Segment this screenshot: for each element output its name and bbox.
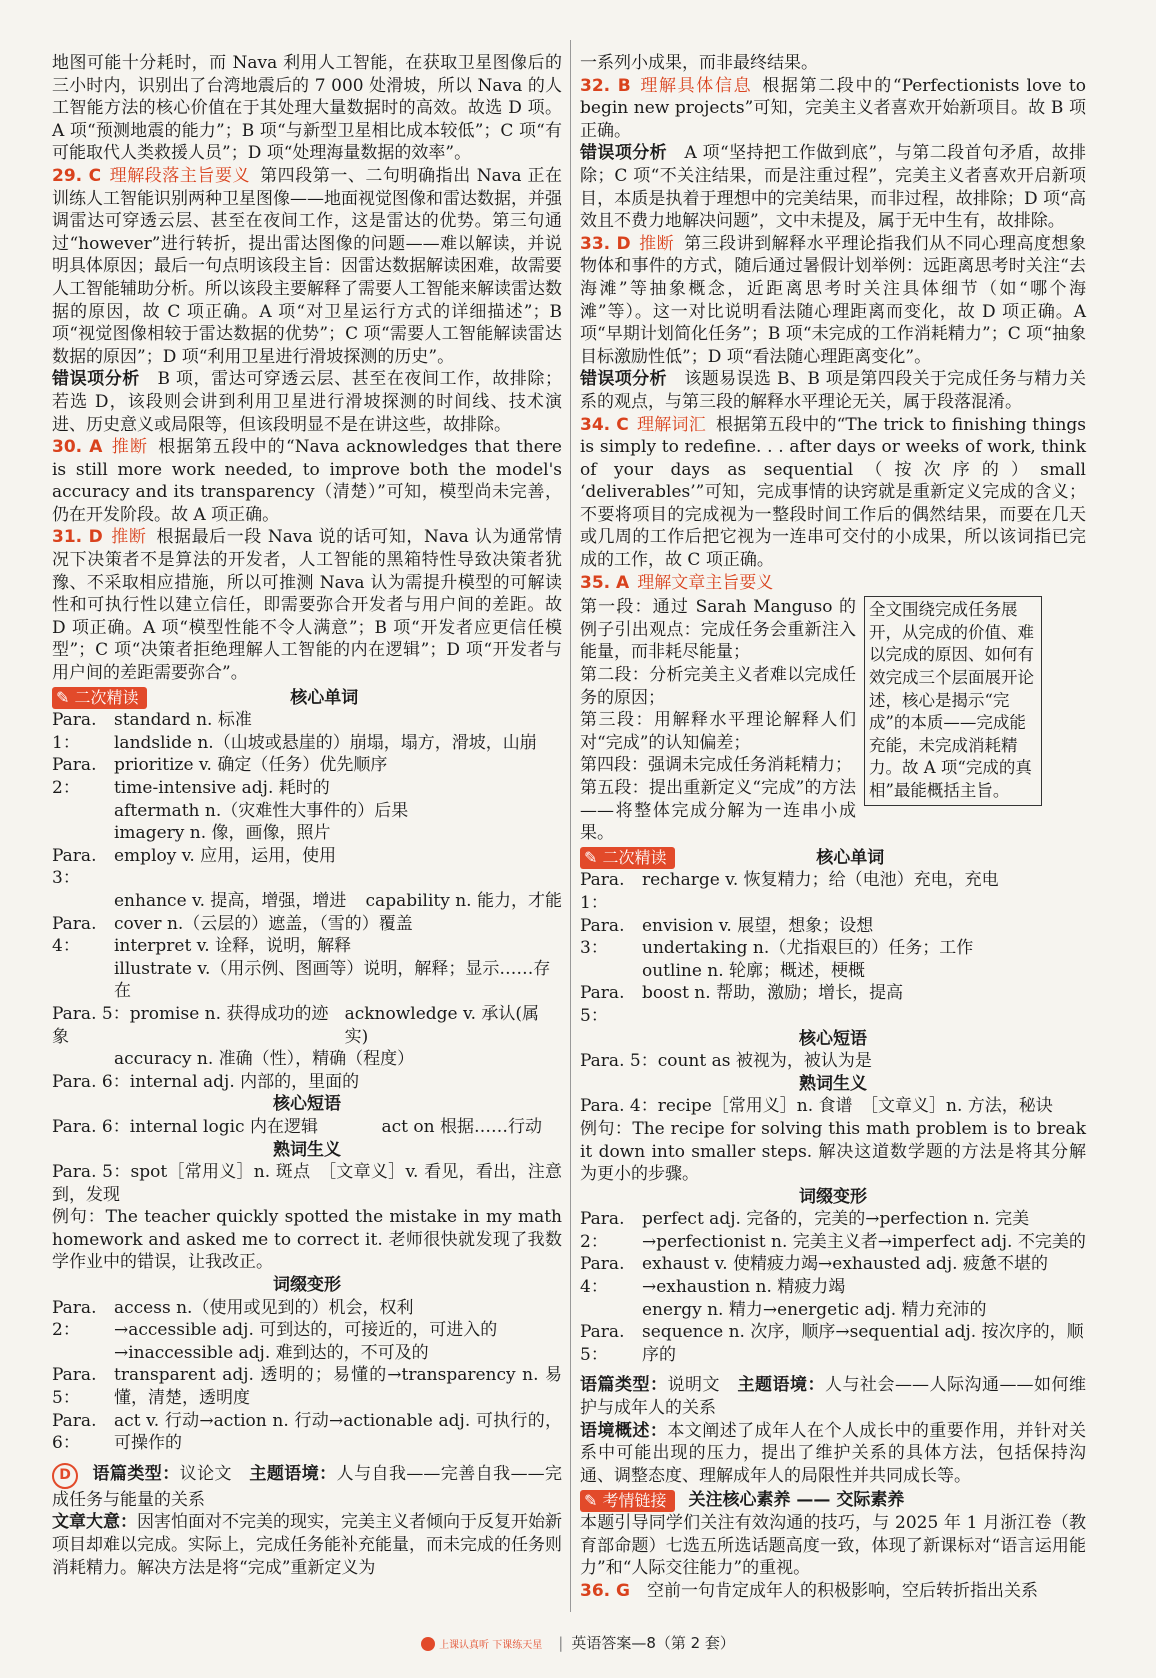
passage-d-type: D 语篇类型：议论文 主题语境：人与自我——完善自我——完成任务与能量的关系 bbox=[52, 1463, 563, 1510]
right-section-header bbox=[580, 847, 1086, 870]
recipe-example: 例句：The recipe for solving this math problem is to break it down into smaller steps. 解决这道数学题的方法是将其分解为更小的步骤。 bbox=[580, 1118, 1086, 1185]
question-32-error-analysis: 错误项分析 A 项“坚持把工作做到底”，与第二段首句矛盾，故排除；C 项“不关注结果，而是注重过程”，完美主义者喜欢开启新项目，本质是执着于理想中的完美结果，而非过程，故排除；D 项“高效且不费力地解决问题”，文中未提及，属于无中生有，故排除。 bbox=[580, 143, 1087, 232]
vocab-para3: Para. 3： envision v. 展望，想象；设想 undertaking n.（尤指艰巨的）任务；工作 outline n. 轮廓；概述，梗概 bbox=[580, 915, 974, 981]
familiar-word-title: 熟词生义 bbox=[273, 1139, 341, 1160]
question-36: 36. G 空前一句肯定成年人的积极影响，空后转折指出关系 bbox=[580, 1580, 1038, 1601]
passage-d-main-idea: 文章大意：因害怕面对不完美的现实，完美主义者倾向于反复开始新项目却难以完成。实际上，完成任务能补充能量，而未完成的任务则消耗精力。解决方法是将“完成”重新定义为 bbox=[52, 1512, 562, 1578]
summary-para-1: 第一段：通过 Sarah Manguso 的例子引出观点：完成任务会重新注入能量，而非耗尽能量； bbox=[580, 597, 856, 663]
pencil-icon: ✎ bbox=[56, 687, 70, 707]
section-badge: ✎ 二次精读 bbox=[580, 847, 675, 869]
vocab-para3: Para. 3： employ v. 应用，运用，使用 bbox=[52, 845, 337, 889]
vocab-para5-pair: Para. 5：promise n. 获得成功的迹象 acknowledge v. 承认(属实) bbox=[52, 1003, 540, 1047]
column-divider bbox=[570, 40, 571, 1612]
question-29-error-analysis: 错误项分析 B 项，雷达可穿透云层、甚至在夜间工作，故排除；若选 D，该段则会讲到利用卫星进行滑坡探测的时间线、技术演进、历史意义或局限等，但该段明显不是在讲这些，故排除。 bbox=[52, 369, 562, 435]
core-words-title: 核心单词 bbox=[290, 687, 359, 708]
spot-definition: Para. 5：spot［常用义］n. 斑点 ［文章义］v. 看见，看出，注意到，发现 bbox=[52, 1162, 562, 1205]
affix-para2: Para. 2： perfect adj. 完备的，完美的→perfection n. 完美 →perfectionist n. 完美主义者→imperfect adj. 不完美的 bbox=[580, 1209, 1086, 1252]
continued-text: 一系列小成果，而非最终结果。 bbox=[580, 53, 818, 73]
spot-example: 例句：The teacher quickly spotted the mistake in my math homework and asked me to correct it. 老师很快就发现了我数学作业中的错误，让我改正。 bbox=[52, 1207, 562, 1273]
section-badge: ✎ 二次精读 bbox=[52, 687, 147, 709]
left-column bbox=[52, 52, 562, 1579]
vocab-para4: Para. 4： cover n.（云层的）遮盖，（雪的）覆盖 interpret v. 诠释，说明，解释 illustrate v.（用示例、图画等）说明，解释；显示……存在 bbox=[52, 913, 551, 1002]
affix-para2: Para. 2： access n.（使用或见到的）机会，权利 →accessible adj. 可到达的，可接近的，可进入的 →inaccessible adj. 难到达的，不可及的 bbox=[52, 1297, 498, 1363]
intro-paragraph: 地图可能十分耗时，而 Nava 利用人工智能，在获取卫星图像后的三小时内，识别出了台湾地震后的 7 000 处滑坡，所以 Nava 的人工智能方法的核心价值在于其处理大量数据时的高效。故选 D 项。A 项“预测地震的能力”；B 项“与新型卫星相比成本较低”；C 项“有可能取代人类救援人员”；D 项“处理海量数据的效率”。 bbox=[52, 53, 562, 164]
question-29: 29. C 理解段落主旨要义 第四段第一、二句明确指出 Nava 正在训练人工智能识别两种卫星图像——地面视觉图像和雷达数据，并强调雷达可穿透云层、甚至在夜间工作，这是雷达的优势。第三句通过“however”进行转折，提出雷达图像的问题——难以解读，并说明具体原因；最后一句点明该段主旨：因雷达数据解读困难，故需要人工智能辅助分析。所以该段主要解释了需要人工智能来解读雷达数据的原因，故 C 项正确。A 项“对卫星运行方式的详细描述”；B 项“视觉图像相较于雷达数据的优势”；C 项“需要人工智能解读雷达数据的原因”；D 项“利用卫星进行滑坡探测的历史”。 bbox=[52, 165, 563, 367]
question-32: 32. B 理解具体信息 根据第二段中的“Perfectionists love to begin new projects”可知，完美主义者喜欢开始新项目。故 B 项正确。 bbox=[580, 75, 1086, 141]
page-footer bbox=[0, 1632, 1156, 1653]
summary-para-5: 第五段：提出重新定义“完成”的方法——将整体完成分解为一连串小成果。 bbox=[580, 778, 856, 844]
passage-e-overview: 语境概述：本文阐述了成年人在个人成长中的重要作用，并针对关系中可能出现的压力，提出了维护关系的具体方法，包括保持沟通、调整态度、理解成年人的局限性并共同成长等。 bbox=[580, 1420, 1087, 1486]
footer-title: 英语答案—8（第 2 套） bbox=[571, 1634, 735, 1652]
affix-title: 词缀变形 bbox=[799, 1186, 867, 1207]
exam-link-badge: ✎ 考情链接 bbox=[580, 1490, 675, 1512]
footer-separator: | bbox=[558, 1634, 564, 1652]
core-literacy-title: 关注核心素养 —— 交际素养 bbox=[688, 1490, 905, 1511]
core-phrases-title: 核心短语 bbox=[273, 1094, 341, 1115]
question-33: 33. D 推断 第三段讲到解释水平理论指我们从不同心理高度想象物体和事件的方式，随后通过暑假计划举例：远距离思考时关注“去海滩”等抽象概念，近距离思考时关注具体细节（如“哪个海滩”等）。这一对比说明看法随心理距离而变化，故 D 项正确。A 项“早期计划简化任务”；B 项“未完成的工作消耗精力”；C 项“抽象目标激励性低”；D 项“看法随心理距离变化”。 bbox=[580, 233, 1086, 367]
core-literacy-text: 本题引导同学们关注有效沟通的技巧，与 2025 年 1 月浙江卷（教育部命题）七选五所选话题高度一致，体现了新课标对“语言运用能力”和“人际交往能力”的重视。 bbox=[580, 1513, 1086, 1579]
question-33-error-analysis: 错误项分析 该题易误选 B、B 项是第四段关于完成任务与精力关系的观点，与第三段的解释水平理论无关，属于段落混淆。 bbox=[580, 369, 1087, 412]
vocab-para5: Para. 5： boost n. 帮助，激励；增长，提高 bbox=[580, 983, 904, 1026]
question-35: 35. A 理解文章主旨要义 bbox=[580, 572, 774, 593]
affix-para5: Para. 5： sequence n. 次序，顺序→sequential adj. 按次序的，顺序的 bbox=[580, 1322, 1084, 1365]
vocab-para3-pair: enhance v. 提高，增强，增进 capability n. 能力，才能 bbox=[114, 890, 562, 911]
vocab-para6: Para. 6：internal adj. 内部的，里面的 bbox=[52, 1071, 360, 1092]
summary-box: 全文围绕完成任务展开，从完成的价值、难以完成的原因、如何有效完成三个层面展开论述，核心是揭示“完成”的本质——完成能充能，未完成消耗精力。故 A 项“完成的真相”最能概括主旨。 bbox=[864, 596, 1042, 805]
affix-title: 词缀变形 bbox=[273, 1275, 341, 1296]
left-section-header bbox=[52, 687, 562, 710]
brand-logo-icon bbox=[421, 1637, 435, 1651]
brand-logo-text: 上课认真听 下课练天星 bbox=[439, 1640, 543, 1651]
affix-para5: Para. 5： transparent adj. 透明的；易懂的→transparency n. 易懂，清楚，透明度 bbox=[52, 1365, 562, 1409]
core-literacy-header bbox=[580, 1489, 1086, 1512]
passage-e-type: 语篇类型：说明文 主题语境：人与社会——人际沟通——如何维护与成年人的关系 bbox=[580, 1375, 1086, 1419]
core-words-title: 核心单词 bbox=[816, 847, 885, 868]
vocab-para1: Para. 1： standard n. 标准 landslide n.（山坡或悬崖的）崩塌，塌方，滑坡，山崩 bbox=[52, 710, 537, 753]
phrase-pair: Para. 6：internal logic 内在逻辑 act on 根据……行动 bbox=[52, 1116, 542, 1137]
vocab-para5-line2: accuracy n. 准确（性），精确（程度） bbox=[114, 1049, 415, 1070]
summary-para-3: 第三段：用解释水平理论解释人们对“完成”的认知偏差； bbox=[580, 710, 856, 753]
familiar-word-title: 熟词生义 bbox=[799, 1073, 867, 1094]
recipe-definition: Para. 4：recipe［常用义］n. 食谱 ［文章义］n. 方法，秘诀 bbox=[580, 1096, 1053, 1117]
pencil-icon: ✎ bbox=[584, 848, 598, 868]
pencil-icon: ✎ bbox=[584, 1490, 598, 1510]
question-30: 30. A 推断 根据第五段中的“Nava acknowledges that there is still more work needed, to improve both the model's accuracy and its transparency（清楚）”可知，模型尚未完善，仍在开发阶段。故 A 项正确。 bbox=[52, 437, 562, 525]
passage-d-icon: D bbox=[52, 1463, 78, 1489]
summary-para-2: 第二段：分析完美主义者难以完成任务的原因； bbox=[580, 665, 856, 708]
phrase-count-as: Para. 5：count as 被视为，被认为是 bbox=[580, 1051, 872, 1072]
vocab-para2: Para. 2： prioritize v. 确定（任务）优先顺序 time-intensive adj. 耗时的 aftermath n.（灾难性大事件的）后果 imagery n. 像，画像，照片 bbox=[52, 755, 409, 844]
affix-para4: Para. 4： exhaust v. 使精疲力竭→exhausted adj. 疲惫不堪的 →exhaustion n. 精疲力竭 energy n. 精力→energetic adj. 精力充沛的 bbox=[580, 1254, 1048, 1320]
core-phrases-title: 核心短语 bbox=[799, 1028, 867, 1049]
affix-para6: Para. 6： act v. 行动→action n. 行动→actionable adj. 可执行的，可操作的 bbox=[52, 1410, 562, 1454]
paragraph-summary-list bbox=[580, 596, 856, 845]
question-31: 31. D 推断 根据最后一段 Nava 说的话可知，Nava 认为通常情况下决策者不是算法的开发者，人工智能的黑箱特性导致决策者犹豫、不采取相应措施，所以可推测 Nava 认为需提升模型的可解读性和可执行性以建立信任，即需要弥合开发者与用户间的差距。故 D 项正确。A 项“模型性能不令人满意”；B 项“开发者应更信任模型”；C 项“决策者拒绝理解人工智能的内在逻辑”；D 项“开发者与用户间的差距需要弥合”。 bbox=[52, 527, 562, 684]
summary-para-4: 第四段：强调未完成任务消耗精力； bbox=[580, 755, 852, 776]
right-column bbox=[580, 52, 1086, 1602]
question-34: 34. C 理解词汇 根据第五段中的“The trick to finishing things is simply to redefine. . . after days or weeks of work, think of your days as sequential（按次序的）small ‘deliverables’”可知，完成事情的诀窍就是重新定义完成的含义；不要将项目的完成视为一整段时间工作后的偶然结果，而要在几天或几周的工作后把它视为一连串可交付的小成果，所以该词指已完成的工作，故 C 项正确。 bbox=[580, 414, 1087, 571]
vocab-para1: Para. 1： recharge v. 恢复精力；给（电池）充电，充电 bbox=[580, 870, 999, 913]
structure-summary bbox=[580, 596, 1086, 845]
